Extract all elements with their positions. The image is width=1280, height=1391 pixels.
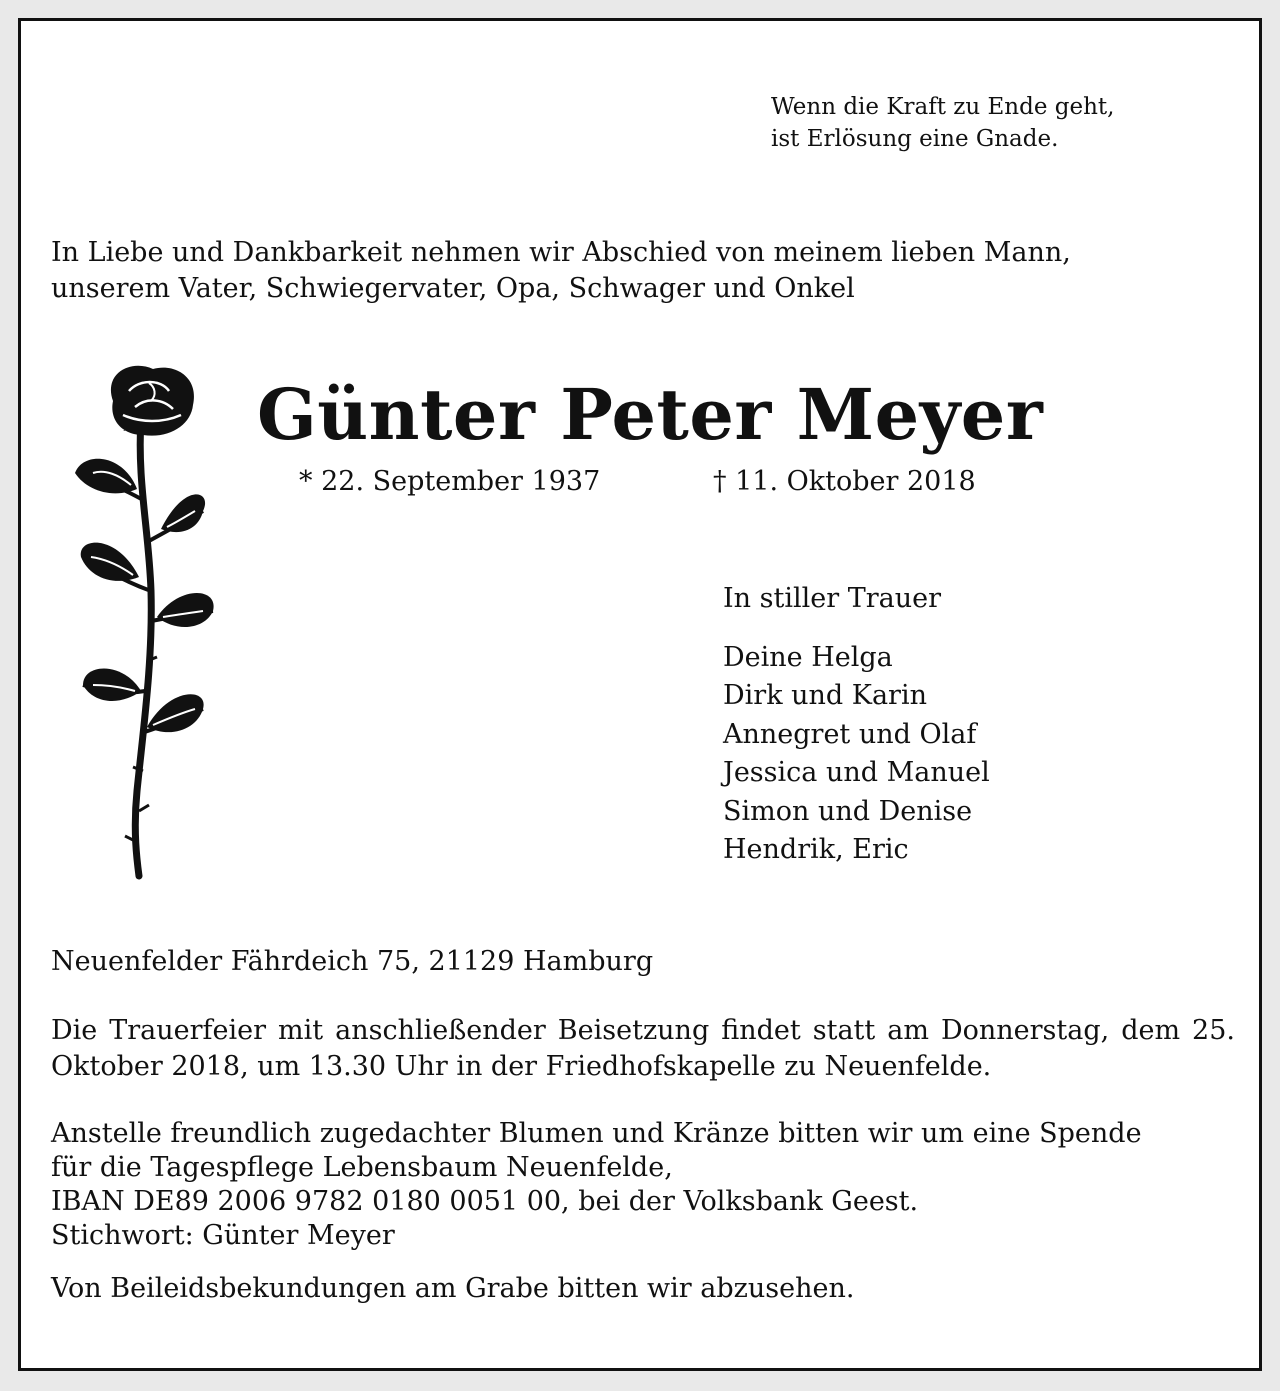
intro-line-1: In Liebe und Dankbarkeit nehmen wir Abschied von meinem lieben Mann, [51, 237, 1071, 268]
intro-line-2: unserem Vater, Schwiegervater, Opa, Schwager und Onkel [51, 273, 855, 304]
list-item: Annegret und Olaf [723, 718, 977, 750]
mourning-heading: In stiller Trauer [723, 583, 942, 614]
motto-line-1: Wenn die Kraft zu Ende geht, [771, 94, 1115, 120]
birth-date: * 22. September 1937 [299, 466, 601, 497]
rose-icon [53, 361, 223, 881]
donation-request [51, 1117, 1241, 1253]
closing-note: Von Beileidsbekundungen am Grabe bitten wir abzusehen. [51, 1273, 855, 1304]
address: Neuenfelder Fährdeich 75, 21129 Hamburg [51, 946, 654, 977]
donation-line-1: Anstelle freundlich zugedachter Blumen und Kränze bitten wir um eine Spende [51, 1118, 1142, 1149]
motto [771, 91, 1114, 155]
motto-line-2: ist Erlösung eine Gnade. [771, 126, 1059, 152]
deceased-name: Günter Peter Meyer [257, 373, 1044, 456]
list-item: Deine Helga [723, 642, 893, 673]
list-item: Simon und Denise [723, 795, 973, 827]
donation-iban: IBAN DE89 2006 9782 0180 0051 00, bei der Volksbank Geest. [51, 1186, 919, 1217]
intro-text [51, 235, 1071, 307]
death-date: † 11. Oktober 2018 [713, 466, 976, 497]
list-item: Jessica und Manuel [723, 757, 990, 789]
list-item: Hendrik, Eric [723, 834, 909, 866]
obituary-notice [18, 18, 1262, 1371]
list-item: Dirk und Karin [723, 680, 927, 712]
funeral-details: Die Trauerfeier mit anschließender Beisetzung findet statt am Donnerstag, dem 25. Oktober 2018, um 13.30 Uhr in der Friedhofskapelle zu Neuenfelde. [51, 1015, 1235, 1082]
donation-keyword: Stichwort: Günter Meyer [51, 1220, 395, 1251]
donation-line-2: für die Tagespflege Lebensbaum Neuenfelde, [51, 1152, 673, 1183]
family-list [723, 639, 990, 869]
